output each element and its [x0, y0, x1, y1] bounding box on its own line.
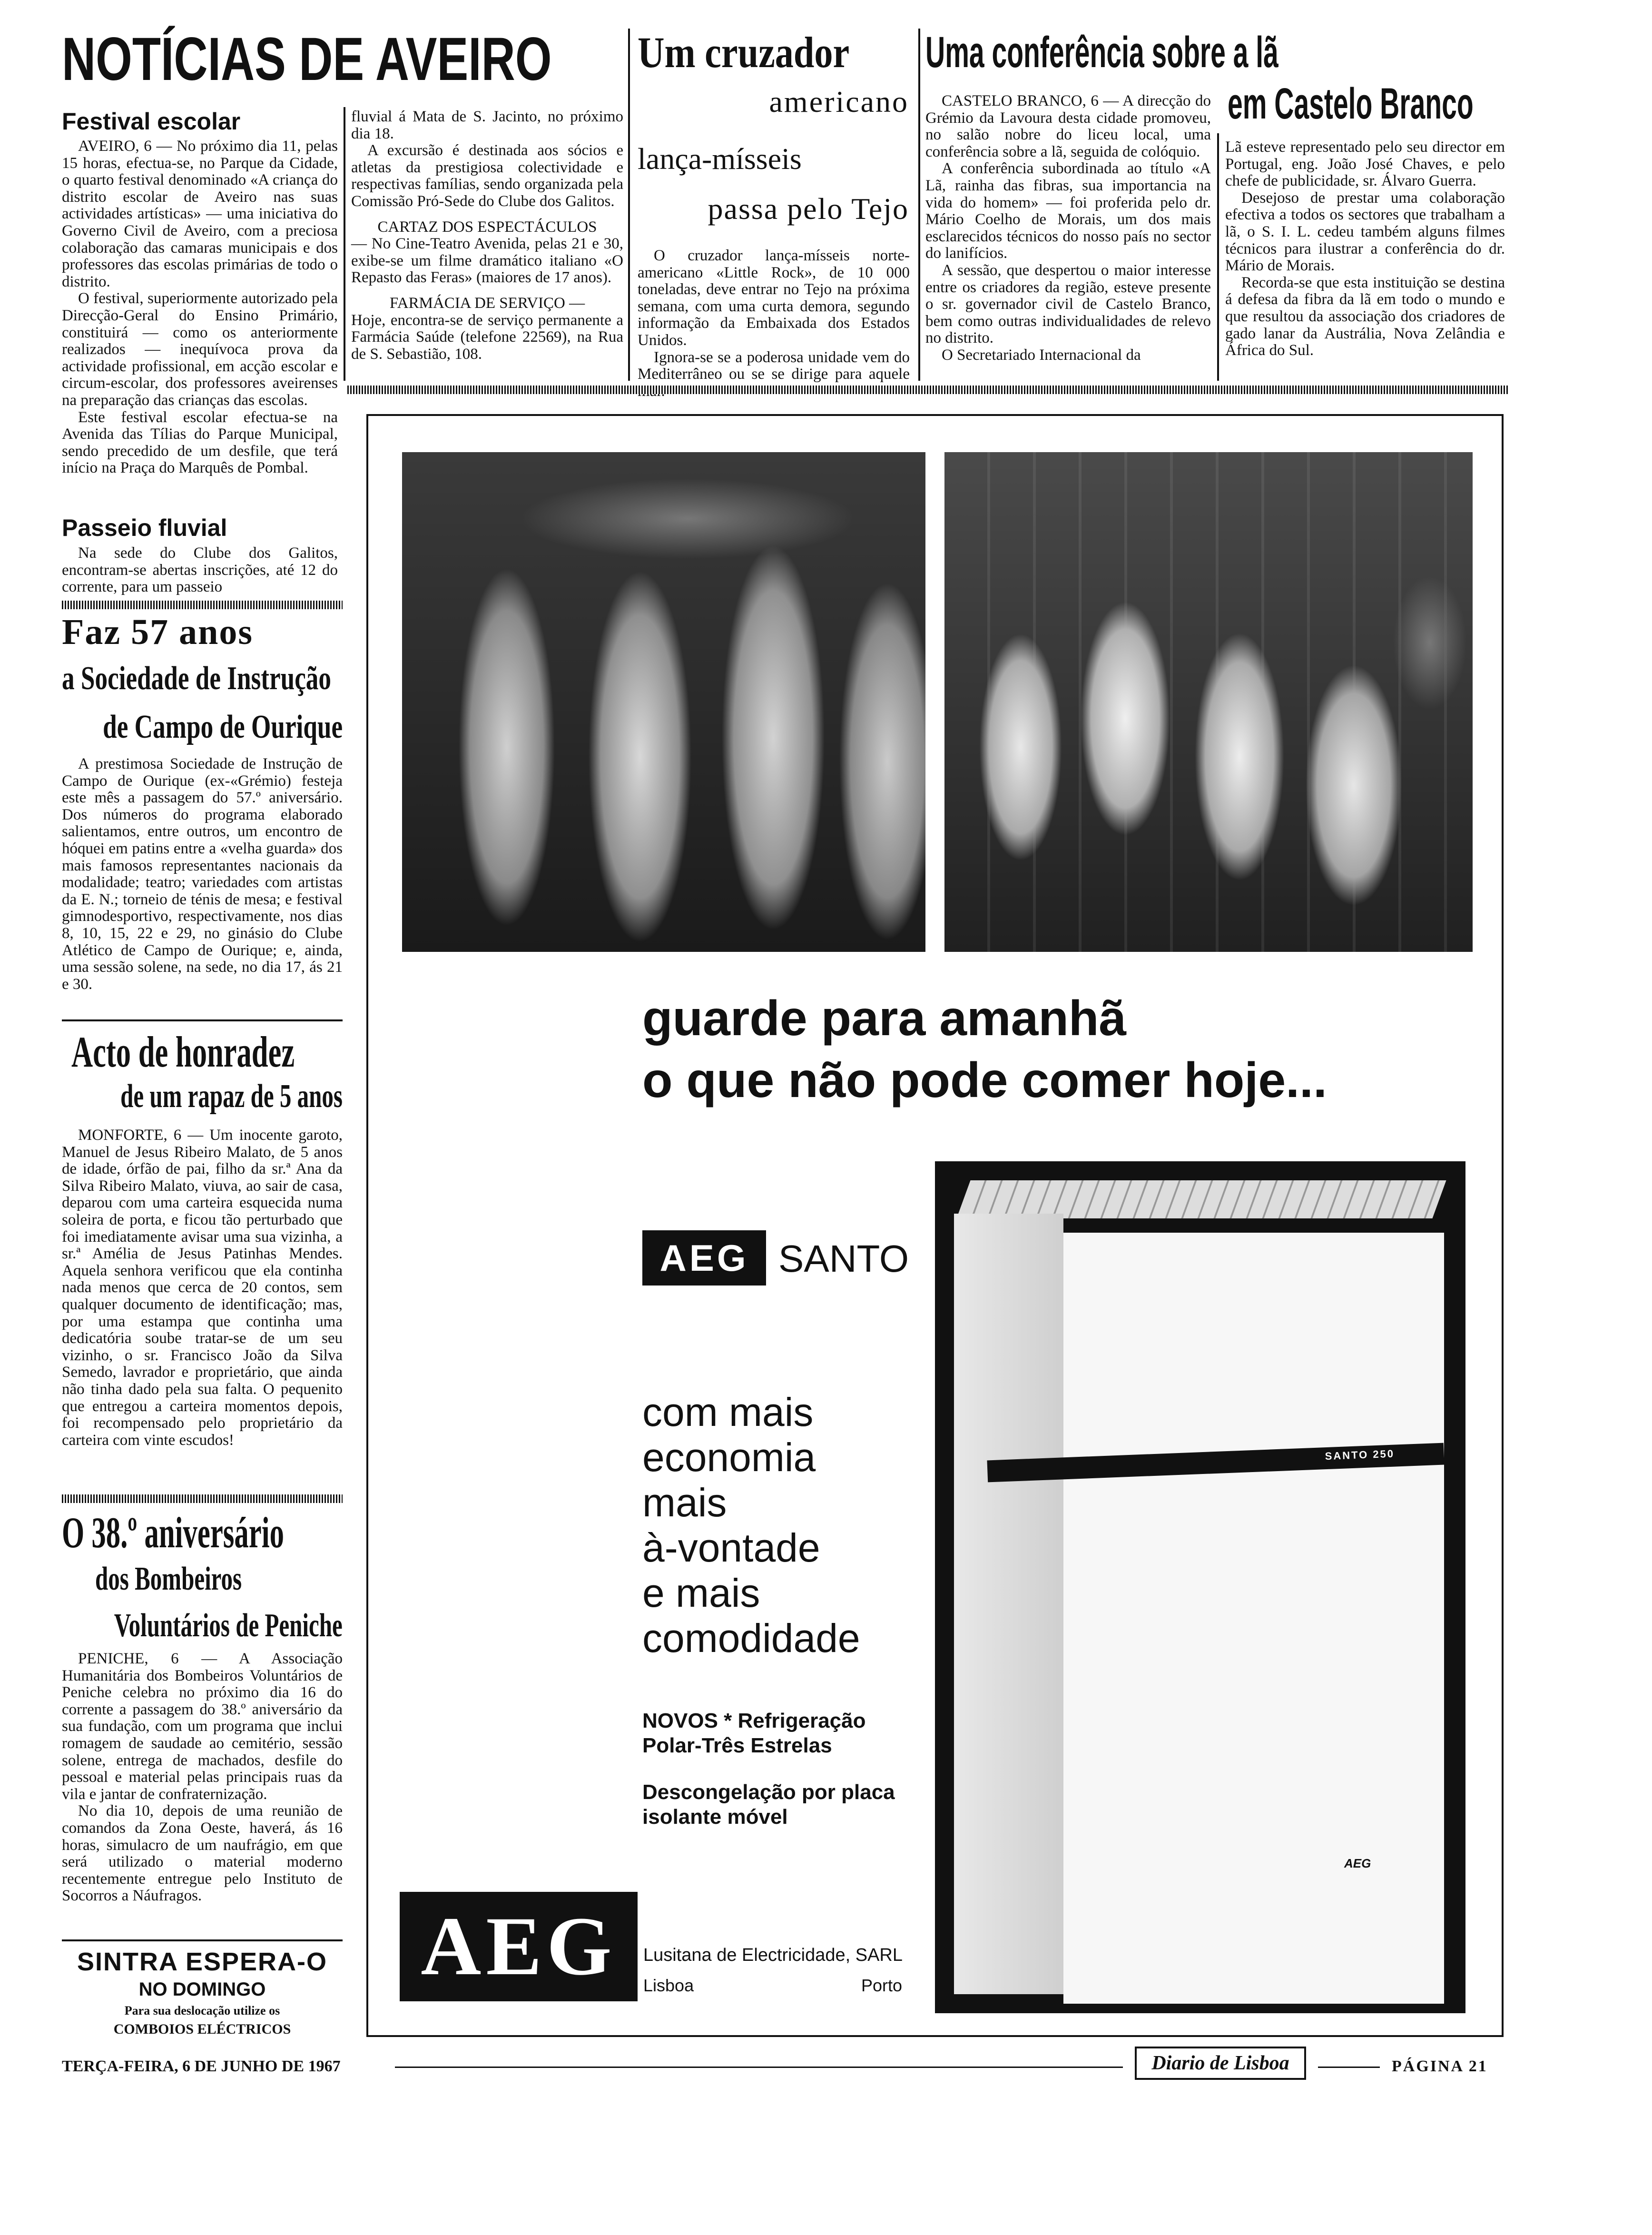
descongelacao-text [642, 1780, 895, 1830]
sociedade-paragraph: A prestimosa Sociedade de Instrução de Campo de Ourique (ex-«Grémio) festeja este mês a passagem do 57.º aniversário. Dos números do programa elaborado salientamos, entre outros, um encontro de hóquei em patins entre a «velha guarda» dos mais famosos representantes nacionais da modalidade; teatro; variedades com artistas da E. N.; torneio de ténis de mesa; e festival gimnodesportivo, respectivamente, nos dias 8, 10, 15, 22 e 29, no ginásio do Clube Atlético de Campo de Ourique; e, ainda, uma sessão solene, na sede, no dia 17, ás 21 e 30. [62, 755, 343, 993]
cartaz-paragraph: — No Cine-Teatro Avenida, pelas 21 e 30, exibe-se um filme dramático italiano «O Repasto das Feras» (maiores de 17 anos). [351, 235, 623, 287]
section-rule [62, 1019, 343, 1021]
novos-line-1: NOVOS * Refrigeração [642, 1709, 866, 1732]
benefit-line: à-vontade [642, 1525, 820, 1570]
sociedade-headline-2: a Sociedade de Instrução [62, 660, 332, 697]
passeio-paragraph: Na sede do Clube dos Galitos, encontram-se abertas inscrições, até 12 do corrente, para um passeio [62, 544, 338, 596]
company-name: Lusitana de Electricidade, SARL [643, 1945, 903, 1965]
conferencia-paragraph: CASTELO BRANCO, 6 — A direcção do Grémio da Lavoura desta cidade promoveu, no salão nobre do liceu local, uma conferência sobre a lã, seguida de colóquio. [925, 92, 1211, 160]
footer-rule [395, 2067, 1123, 2068]
festival-heading: Festival escolar [62, 108, 241, 135]
column-rule [344, 107, 345, 381]
novos-text [642, 1709, 866, 1758]
conferencia-headline-2: em Castelo Branco [1228, 79, 1474, 128]
footer-paper-name: Diario de Lisboa [1151, 2052, 1289, 2074]
conferencia-paragraph: Desejoso de prestar uma colaboração efectiva a todos os sectores que trabalham a lã, o S. I. L. cedeu também alguns filmes técnicos para ilustrar a conferência do dr. Mário de Morais. [1225, 189, 1505, 275]
dotted-divider [62, 601, 343, 609]
bombeiros-headline-3-wrap [62, 1608, 343, 1646]
farmacia-heading: FARMÁCIA DE SERVIÇO — [389, 294, 585, 312]
festival-paragraph: Este festival escolar efectua-se na Avenida das Tílias do Parque Municipal, sendo precedido de um desfile, que terá início na Praça do Marquês de Pombal. [62, 408, 338, 477]
bombeiros-headline-1: O 38.º aniversário [62, 1508, 284, 1557]
excursion-paragraph: fluvial á Mata de S. Jacinto, no próximo dia 18. [351, 108, 623, 142]
cruzador-body [638, 247, 910, 400]
fridge-top [956, 1180, 1446, 1218]
column-rule [628, 29, 630, 381]
footer-page-number: PÁGINA 21 [1392, 2057, 1488, 2075]
excursion-paragraph: A excursão é destinada aos sócios e atletas da prestigiosa colectividade e respectivas famílias, sendo organizada pela Comissão Pró-Sede do Clube dos Galitos. [351, 142, 623, 210]
honradez-paragraph: MONFORTE, 6 — Um inocente garoto, Manuel de Jesus Ribeiro Malato, de 5 anos de idade, órfão de pai, filho da sr.ª Ana da Silva Ribeiro Malato, viuva, ao sair de casa, deparou com uma carteira esquecida numa soleira de porta, e ficou tão perturbado que foi imediatamente avisar uma sua vizinha, a sr.ª Amélia de Jesus Patinhas Mendes. Aquela senhora verificou que ela continha nada menos que cerca de 20 contos, sem qualquer documento de identificação; mas, por uma estampa que continha uma dedicatória soube tratar-se de um seu vizinho, o sr. Francisco João da Silva Semedo, lavrador e proprietário, que ainda não tinha dado pela sua falta. O pequenito que entregou a carteira momentos depois, foi recompensado pelo proprietário da carteira com vinte escudos! [62, 1127, 343, 1449]
fridge-side [954, 1214, 1063, 1994]
benefit-line: e mais [642, 1571, 760, 1615]
fridge-illustration [935, 1161, 1465, 2013]
conferencia-col1 [925, 93, 1211, 364]
model-name: SANTO [778, 1237, 909, 1280]
fridge-front [1063, 1233, 1444, 2004]
sociedade-headline-1: Faz 57 anos [62, 612, 253, 652]
column-rule [1217, 133, 1219, 381]
bombeiros-headline-3: Voluntários de Peniche [114, 1607, 343, 1644]
cruzador-paragraph: O cruzador lança-mísseis norte-americano «Little Rock», de 10 000 toneladas, deve entrar no Tejo na próxima semana, com uma curta demora, segundo informação da Embaixada dos Estados Unidos. [638, 247, 910, 349]
cruzador-paragraph: Ignora-se se a poderosa unidade vem do Mediterrâneo ou se se dirige para aquele [638, 348, 910, 383]
sintra-line-3: Para sua deslocação utilize os [124, 2004, 280, 2017]
poultry-photo [944, 452, 1473, 952]
aeg-logo: AEG [421, 1900, 617, 1993]
honradez-body [62, 1127, 343, 1449]
festival-paragraph: O festival, superiormente autorizado pela Direcção-Geral do Ensino Primário, constituirá — como os anteriormente realizados — inequívoca prova da actividade profissional, em acção escolar e circum-escolar, dos professores aveirenses na preparação das crianças das escolas. [62, 290, 338, 409]
honradez-headline-2: de um rapaz de 5 anos [120, 1078, 343, 1115]
cruzador-headline-3: lança-mísseis [638, 142, 802, 176]
descong-line-1: Descongelação por placa [642, 1780, 895, 1804]
conferencia-paragraph: O Secretariado Internacional da [942, 346, 1141, 364]
benefit-line: mais [642, 1480, 727, 1525]
novos-line-2: Polar-Três Estrelas [642, 1734, 832, 1757]
section-rule [62, 1939, 343, 1941]
benefits-list [642, 1390, 860, 1661]
festival-paragraph: AVEIRO, 6 — No próximo dia 11, pelas 15 horas, efectua-se, no Parque da Cidade, o quarto festival denominado «A criança do distrito escolar de Aveiro nas suas actividades artísticas» — uma iniciativa do Governo Civil de Aveiro, com a preciosa colaboração das camaras municipais e dos professores das escolas primárias de todo o distrito. [62, 138, 338, 290]
festival-body [62, 138, 338, 477]
aveiro-col2 [351, 109, 623, 363]
conferencia-paragraph: A sessão, que despertou o maior interesse entre os criadores da região, esteve presente o sr. governador civil de Castelo Branco, bem como outras individualidades de relevo no distrito. [925, 261, 1211, 347]
sociedade-headline-3-wrap [62, 709, 343, 747]
dotted-divider [62, 1494, 343, 1503]
bombeiros-paragraph: No dia 10, depois de uma reunião de comandos da Zona Oeste, haverá, ás 16 horas, simulacro de um naufrágio, em que será utilizado o material moderno recentemente entregue pelo Instituto de Socorros a Náufragos. [62, 1802, 343, 1905]
conferencia-paragraph: Recorda-se que esta instituição se destina á defesa da fibra da lã em todo o mundo e que resultou da associação dos criadores de gado lanar da Austrália, Nova Zelândia e África do Sul. [1225, 274, 1505, 359]
cruzador-headline-1: Um cruzador [638, 28, 850, 77]
footer-rule [1318, 2067, 1380, 2068]
descong-line-2: isolante móvel [642, 1805, 788, 1829]
city-lisboa: Lisboa [643, 1976, 694, 1995]
aeg-brand-text: AEG [659, 1237, 749, 1279]
cruzador-headline-2: americano [769, 85, 909, 119]
dotted-divider [347, 386, 1508, 394]
sintra-line-2: NO DOMINGO [138, 1979, 266, 2000]
conferencia-headline-1: Uma conferência sobre a lã [925, 28, 1278, 77]
sintra-ad [62, 1947, 343, 2039]
farmacia-paragraph: Hoje, encontra-se de serviço permanente a Farmácia Saúde (telefone 22569), na Rua de S. Sebastião, 108. [351, 311, 623, 363]
sociedade-headline-3: de Campo de Ourique [103, 709, 343, 745]
bombeiros-body [62, 1651, 343, 1905]
passeio-body [62, 545, 338, 596]
benefit-line: economia [642, 1435, 816, 1480]
ad-tagline-1: guarde para amanhã [642, 991, 1127, 1046]
passeio-heading: Passeio fluvial [62, 514, 227, 541]
fridge-badge: AEG [1344, 1856, 1371, 1870]
aeg-logo-box [400, 1892, 638, 2001]
benefit-line: com mais [642, 1390, 814, 1434]
aeg-brand-box [642, 1230, 766, 1286]
sociedade-body [62, 756, 343, 993]
cruzador-headline-4: passa pelo Tejo [708, 192, 909, 226]
fish-photo [402, 452, 925, 952]
fridge-model-label: SANTO 250 [1325, 1447, 1395, 1463]
city-porto: Porto [861, 1976, 903, 1995]
honradez-headline-2-wrap [62, 1078, 343, 1117]
conferencia-paragraph: Lã esteve representado pelo seu director em Portugal, eng. João José Chaves, e pelo chefe de publicidade, sr. Álvaro Guerra. [1225, 138, 1505, 190]
honradez-headline-1: Acto de honradez [71, 1028, 295, 1076]
sintra-line-4: COMBOIOS ELÉCTRICOS [113, 2021, 291, 2037]
bombeiros-headline-2: dos Bombeiros [95, 1561, 242, 1597]
bombeiros-paragraph: PENICHE, 6 — A Associação Humanitária dos Bombeiros Voluntários de Peniche celebra no próximo dia 16 do corrente a passagem do 38.º aniversário da sua fundação, com um programa que inclui romagem de saudade ao cemitério, sessão solene, entrega de machados, desfile do pessoal e material pelas principais ruas da vila e jantar de confraternização. [62, 1650, 343, 1803]
benefit-line: comodidade [642, 1616, 860, 1661]
footer-paper-box [1135, 2047, 1306, 2080]
ad-tagline-2: o que não pode comer hoje... [642, 1053, 1327, 1108]
cartaz-heading: CARTAZ DOS ESPECTÁCULOS [377, 218, 597, 236]
section-title-aveiro: NOTÍCIAS DE AVEIRO [62, 25, 552, 93]
column-rule [918, 29, 920, 381]
sintra-line-1: SINTRA ESPERA-O [77, 1948, 328, 1976]
footer-date: TERÇA-FEIRA, 6 DE JUNHO DE 1967 [62, 2057, 341, 2075]
conferencia-paragraph: A conferência subordinada ao título «A Lã, rainha das fibras, sua importancia na vida do homem» — foi proferida pelo dr. Mário Coelho de Morais, um dos mais esclarecidos técnicos do nosso país no sector do lanifícios. [925, 160, 1211, 262]
conferencia-col2 [1225, 139, 1505, 359]
